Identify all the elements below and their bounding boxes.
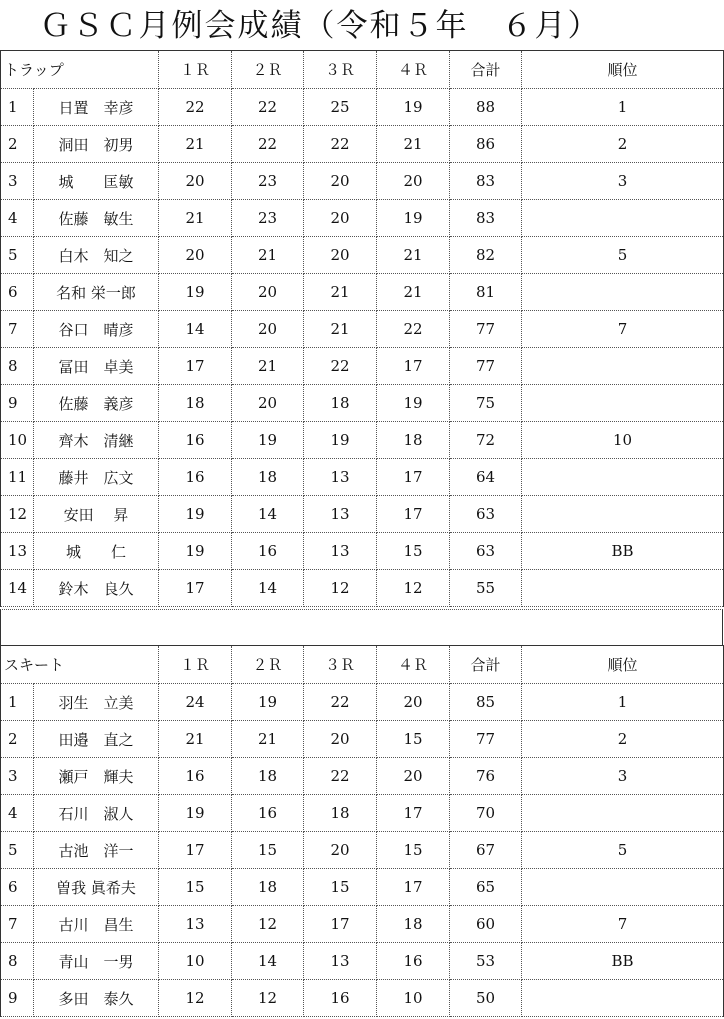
round-3-score: 16 — [304, 980, 377, 1017]
rank-cell — [522, 980, 724, 1017]
round-2-score: 19 — [232, 422, 304, 459]
round-1-score: 13 — [159, 906, 232, 943]
round-2-score: 23 — [232, 200, 304, 237]
rank-cell: 2 — [522, 126, 724, 163]
round-1-score: 10 — [159, 943, 232, 980]
round-1-score: 18 — [159, 385, 232, 422]
table-row — [1, 274, 724, 311]
entry-number: 4 — [1, 795, 34, 832]
shooter-name: 多田 泰久 — [34, 980, 159, 1017]
shooter-name: 田邉 直之 — [34, 721, 159, 758]
round-1-score: 21 — [159, 721, 232, 758]
round-4-score: 17 — [377, 459, 450, 496]
round-4-score: 19 — [377, 89, 450, 126]
round-1-score: 21 — [159, 200, 232, 237]
round-3-header: ３Ｒ — [304, 51, 377, 89]
rank-cell: 7 — [522, 311, 724, 348]
round-4-score: 19 — [377, 385, 450, 422]
round-2-score: 19 — [232, 684, 304, 721]
entry-number: 13 — [1, 533, 34, 570]
total-score: 77 — [450, 721, 522, 758]
shooter-name: 佐藤 義彦 — [34, 385, 159, 422]
trap-results-table — [0, 50, 724, 607]
table-row — [1, 89, 724, 126]
total-score: 82 — [450, 237, 522, 274]
rank-cell: BB — [522, 943, 724, 980]
round-3-score: 21 — [304, 274, 377, 311]
round-1-score: 19 — [159, 795, 232, 832]
rank-cell — [522, 385, 724, 422]
round-1-score: 14 — [159, 311, 232, 348]
table-row — [1, 126, 724, 163]
total-score: 67 — [450, 832, 522, 869]
round-3-score: 20 — [304, 721, 377, 758]
table-row — [1, 385, 724, 422]
entry-number: 7 — [1, 906, 34, 943]
section-spacer — [0, 609, 723, 645]
rank-cell: 5 — [522, 832, 724, 869]
entry-number: 9 — [1, 385, 34, 422]
rank-header: 順位 — [522, 646, 724, 684]
entry-number: 1 — [1, 89, 34, 126]
round-2-score: 18 — [232, 869, 304, 906]
rank-cell: BB — [522, 533, 724, 570]
round-2-score: 20 — [232, 385, 304, 422]
total-score: 76 — [450, 758, 522, 795]
table-row — [1, 422, 724, 459]
rank-header: 順位 — [522, 51, 724, 89]
shooter-name: 古川 昌生 — [34, 906, 159, 943]
round-4-score: 21 — [377, 126, 450, 163]
round-3-score: 15 — [304, 869, 377, 906]
table-row — [1, 906, 724, 943]
round-4-score: 16 — [377, 943, 450, 980]
total-score: 88 — [450, 89, 522, 126]
table-row — [1, 980, 724, 1017]
round-1-score: 20 — [159, 163, 232, 200]
page-title: ＧＳＣ月例会成績（令和５年 ６月） — [39, 8, 601, 44]
round-1-score: 15 — [159, 869, 232, 906]
round-1-header: １Ｒ — [159, 51, 232, 89]
total-score: 86 — [450, 126, 522, 163]
round-1-score: 21 — [159, 126, 232, 163]
shooter-name: 佐藤 敏生 — [34, 200, 159, 237]
round-2-score: 18 — [232, 459, 304, 496]
shooter-name: 羽生 立美 — [34, 684, 159, 721]
round-3-score: 22 — [304, 348, 377, 385]
round-3-score: 18 — [304, 795, 377, 832]
round-3-score: 13 — [304, 459, 377, 496]
round-2-score: 12 — [232, 906, 304, 943]
skeet-results-table — [0, 645, 724, 1017]
shooter-name: 古池 洋一 — [34, 832, 159, 869]
shooter-name: 齊木 清継 — [34, 422, 159, 459]
table-row — [1, 684, 724, 721]
rank-cell: 1 — [522, 684, 724, 721]
entry-number: 2 — [1, 126, 34, 163]
total-score: 60 — [450, 906, 522, 943]
round-3-score: 13 — [304, 943, 377, 980]
round-3-score: 20 — [304, 200, 377, 237]
skeet-header-row — [1, 646, 724, 684]
rank-cell — [522, 348, 724, 385]
total-score: 83 — [450, 163, 522, 200]
round-1-score: 20 — [159, 237, 232, 274]
shooter-name: 城 匡敏 — [34, 163, 159, 200]
round-2-score: 15 — [232, 832, 304, 869]
table-row — [1, 533, 724, 570]
table-row — [1, 459, 724, 496]
entry-number: 8 — [1, 348, 34, 385]
round-4-score: 21 — [377, 274, 450, 311]
round-3-score: 25 — [304, 89, 377, 126]
round-3-score: 22 — [304, 126, 377, 163]
shooter-name: 城 仁 — [34, 533, 159, 570]
round-2-score: 23 — [232, 163, 304, 200]
total-score: 75 — [450, 385, 522, 422]
round-2-score: 16 — [232, 795, 304, 832]
round-3-score: 18 — [304, 385, 377, 422]
shooter-name: 藤井 広文 — [34, 459, 159, 496]
round-3-score: 13 — [304, 533, 377, 570]
round-1-score: 16 — [159, 422, 232, 459]
round-2-header: ２Ｒ — [232, 646, 304, 684]
total-score: 77 — [450, 348, 522, 385]
rank-cell: 7 — [522, 906, 724, 943]
round-1-header: １Ｒ — [159, 646, 232, 684]
round-1-score: 19 — [159, 274, 232, 311]
rank-cell — [522, 459, 724, 496]
rank-cell: 3 — [522, 758, 724, 795]
round-4-score: 21 — [377, 237, 450, 274]
entry-number: 1 — [1, 684, 34, 721]
entry-number: 7 — [1, 311, 34, 348]
round-3-score: 21 — [304, 311, 377, 348]
rank-cell: 3 — [522, 163, 724, 200]
round-4-header: ４Ｒ — [377, 51, 450, 89]
round-3-score: 20 — [304, 832, 377, 869]
total-score: 55 — [450, 570, 522, 607]
total-score: 53 — [450, 943, 522, 980]
round-4-score: 22 — [377, 311, 450, 348]
rank-cell — [522, 795, 724, 832]
round-2-score: 14 — [232, 570, 304, 607]
round-2-score: 18 — [232, 758, 304, 795]
total-score: 64 — [450, 459, 522, 496]
table-row — [1, 570, 724, 607]
round-2-score: 21 — [232, 237, 304, 274]
entry-number: 10 — [1, 422, 34, 459]
entry-number: 12 — [1, 496, 34, 533]
shooter-name: 鈴木 良久 — [34, 570, 159, 607]
table-row — [1, 200, 724, 237]
round-1-score: 17 — [159, 570, 232, 607]
shooter-name: 青山 一男 — [34, 943, 159, 980]
shooter-name: 安田 昇 — [34, 496, 159, 533]
round-1-score: 24 — [159, 684, 232, 721]
round-3-score: 20 — [304, 237, 377, 274]
total-score: 63 — [450, 496, 522, 533]
entry-number: 9 — [1, 980, 34, 1017]
round-2-score: 14 — [232, 496, 304, 533]
round-1-score: 19 — [159, 496, 232, 533]
total-score: 85 — [450, 684, 522, 721]
entry-number: 6 — [1, 274, 34, 311]
round-1-score: 17 — [159, 832, 232, 869]
rank-cell — [522, 496, 724, 533]
round-2-score: 22 — [232, 126, 304, 163]
rank-cell — [522, 570, 724, 607]
round-4-score: 17 — [377, 869, 450, 906]
entry-number: 11 — [1, 459, 34, 496]
entry-number: 3 — [1, 163, 34, 200]
round-1-score: 22 — [159, 89, 232, 126]
round-3-score: 22 — [304, 684, 377, 721]
round-4-score: 20 — [377, 163, 450, 200]
round-2-score: 16 — [232, 533, 304, 570]
shooter-name: 瀬戸 輝夫 — [34, 758, 159, 795]
round-3-score: 22 — [304, 758, 377, 795]
round-4-score: 17 — [377, 795, 450, 832]
round-1-score: 12 — [159, 980, 232, 1017]
round-2-score: 14 — [232, 943, 304, 980]
shooter-name: 洞田 初男 — [34, 126, 159, 163]
rank-cell — [522, 274, 724, 311]
round-4-score: 15 — [377, 533, 450, 570]
shooter-name: 日置 幸彦 — [34, 89, 159, 126]
round-2-score: 21 — [232, 721, 304, 758]
table-row — [1, 721, 724, 758]
total-score: 81 — [450, 274, 522, 311]
round-4-score: 15 — [377, 721, 450, 758]
rank-cell — [522, 869, 724, 906]
entry-number: 8 — [1, 943, 34, 980]
round-3-score: 17 — [304, 906, 377, 943]
rank-cell: 1 — [522, 89, 724, 126]
round-4-score: 18 — [377, 422, 450, 459]
table-row — [1, 311, 724, 348]
shooter-name: 谷口 晴彦 — [34, 311, 159, 348]
table-row — [1, 163, 724, 200]
round-1-score: 16 — [159, 459, 232, 496]
rank-cell — [522, 200, 724, 237]
shooter-name: 白木 知之 — [34, 237, 159, 274]
round-4-score: 18 — [377, 906, 450, 943]
round-1-score: 16 — [159, 758, 232, 795]
round-4-header: ４Ｒ — [377, 646, 450, 684]
total-score: 63 — [450, 533, 522, 570]
round-3-header: ３Ｒ — [304, 646, 377, 684]
entry-number: 5 — [1, 237, 34, 274]
table-row — [1, 795, 724, 832]
table-row — [1, 348, 724, 385]
total-score: 77 — [450, 311, 522, 348]
round-3-score: 13 — [304, 496, 377, 533]
trap-header-row — [1, 51, 724, 89]
round-4-score: 10 — [377, 980, 450, 1017]
table-row — [1, 758, 724, 795]
table-row — [1, 832, 724, 869]
shooter-name: 冨田 卓美 — [34, 348, 159, 385]
round-2-score: 20 — [232, 274, 304, 311]
shooter-name: 曽我 眞希夫 — [34, 869, 159, 906]
total-score: 70 — [450, 795, 522, 832]
round-2-score: 22 — [232, 89, 304, 126]
table-row — [1, 869, 724, 906]
round-4-score: 17 — [377, 496, 450, 533]
entry-number: 3 — [1, 758, 34, 795]
round-2-header: ２Ｒ — [232, 51, 304, 89]
rank-cell: 2 — [522, 721, 724, 758]
total-score: 65 — [450, 869, 522, 906]
round-4-score: 12 — [377, 570, 450, 607]
round-3-score: 12 — [304, 570, 377, 607]
skeet-section-label: スキート — [1, 646, 159, 684]
round-4-score: 20 — [377, 758, 450, 795]
total-header: 合計 — [450, 646, 522, 684]
shooter-name: 石川 淑人 — [34, 795, 159, 832]
trap-section-label: トラップ — [1, 51, 159, 89]
entry-number: 4 — [1, 200, 34, 237]
table-row — [1, 943, 724, 980]
table-row — [1, 237, 724, 274]
round-4-score: 20 — [377, 684, 450, 721]
total-score: 72 — [450, 422, 522, 459]
rank-cell: 5 — [522, 237, 724, 274]
total-score: 83 — [450, 200, 522, 237]
shooter-name: 名和 栄一郎 — [34, 274, 159, 311]
total-header: 合計 — [450, 51, 522, 89]
total-score: 50 — [450, 980, 522, 1017]
table-row — [1, 496, 724, 533]
entry-number: 5 — [1, 832, 34, 869]
round-1-score: 19 — [159, 533, 232, 570]
entry-number: 6 — [1, 869, 34, 906]
entry-number: 2 — [1, 721, 34, 758]
round-2-score: 20 — [232, 311, 304, 348]
rank-cell: 10 — [522, 422, 724, 459]
round-4-score: 17 — [377, 348, 450, 385]
round-3-score: 19 — [304, 422, 377, 459]
round-4-score: 19 — [377, 200, 450, 237]
round-4-score: 15 — [377, 832, 450, 869]
entry-number: 14 — [1, 570, 34, 607]
round-1-score: 17 — [159, 348, 232, 385]
round-2-score: 12 — [232, 980, 304, 1017]
round-2-score: 21 — [232, 348, 304, 385]
round-3-score: 20 — [304, 163, 377, 200]
